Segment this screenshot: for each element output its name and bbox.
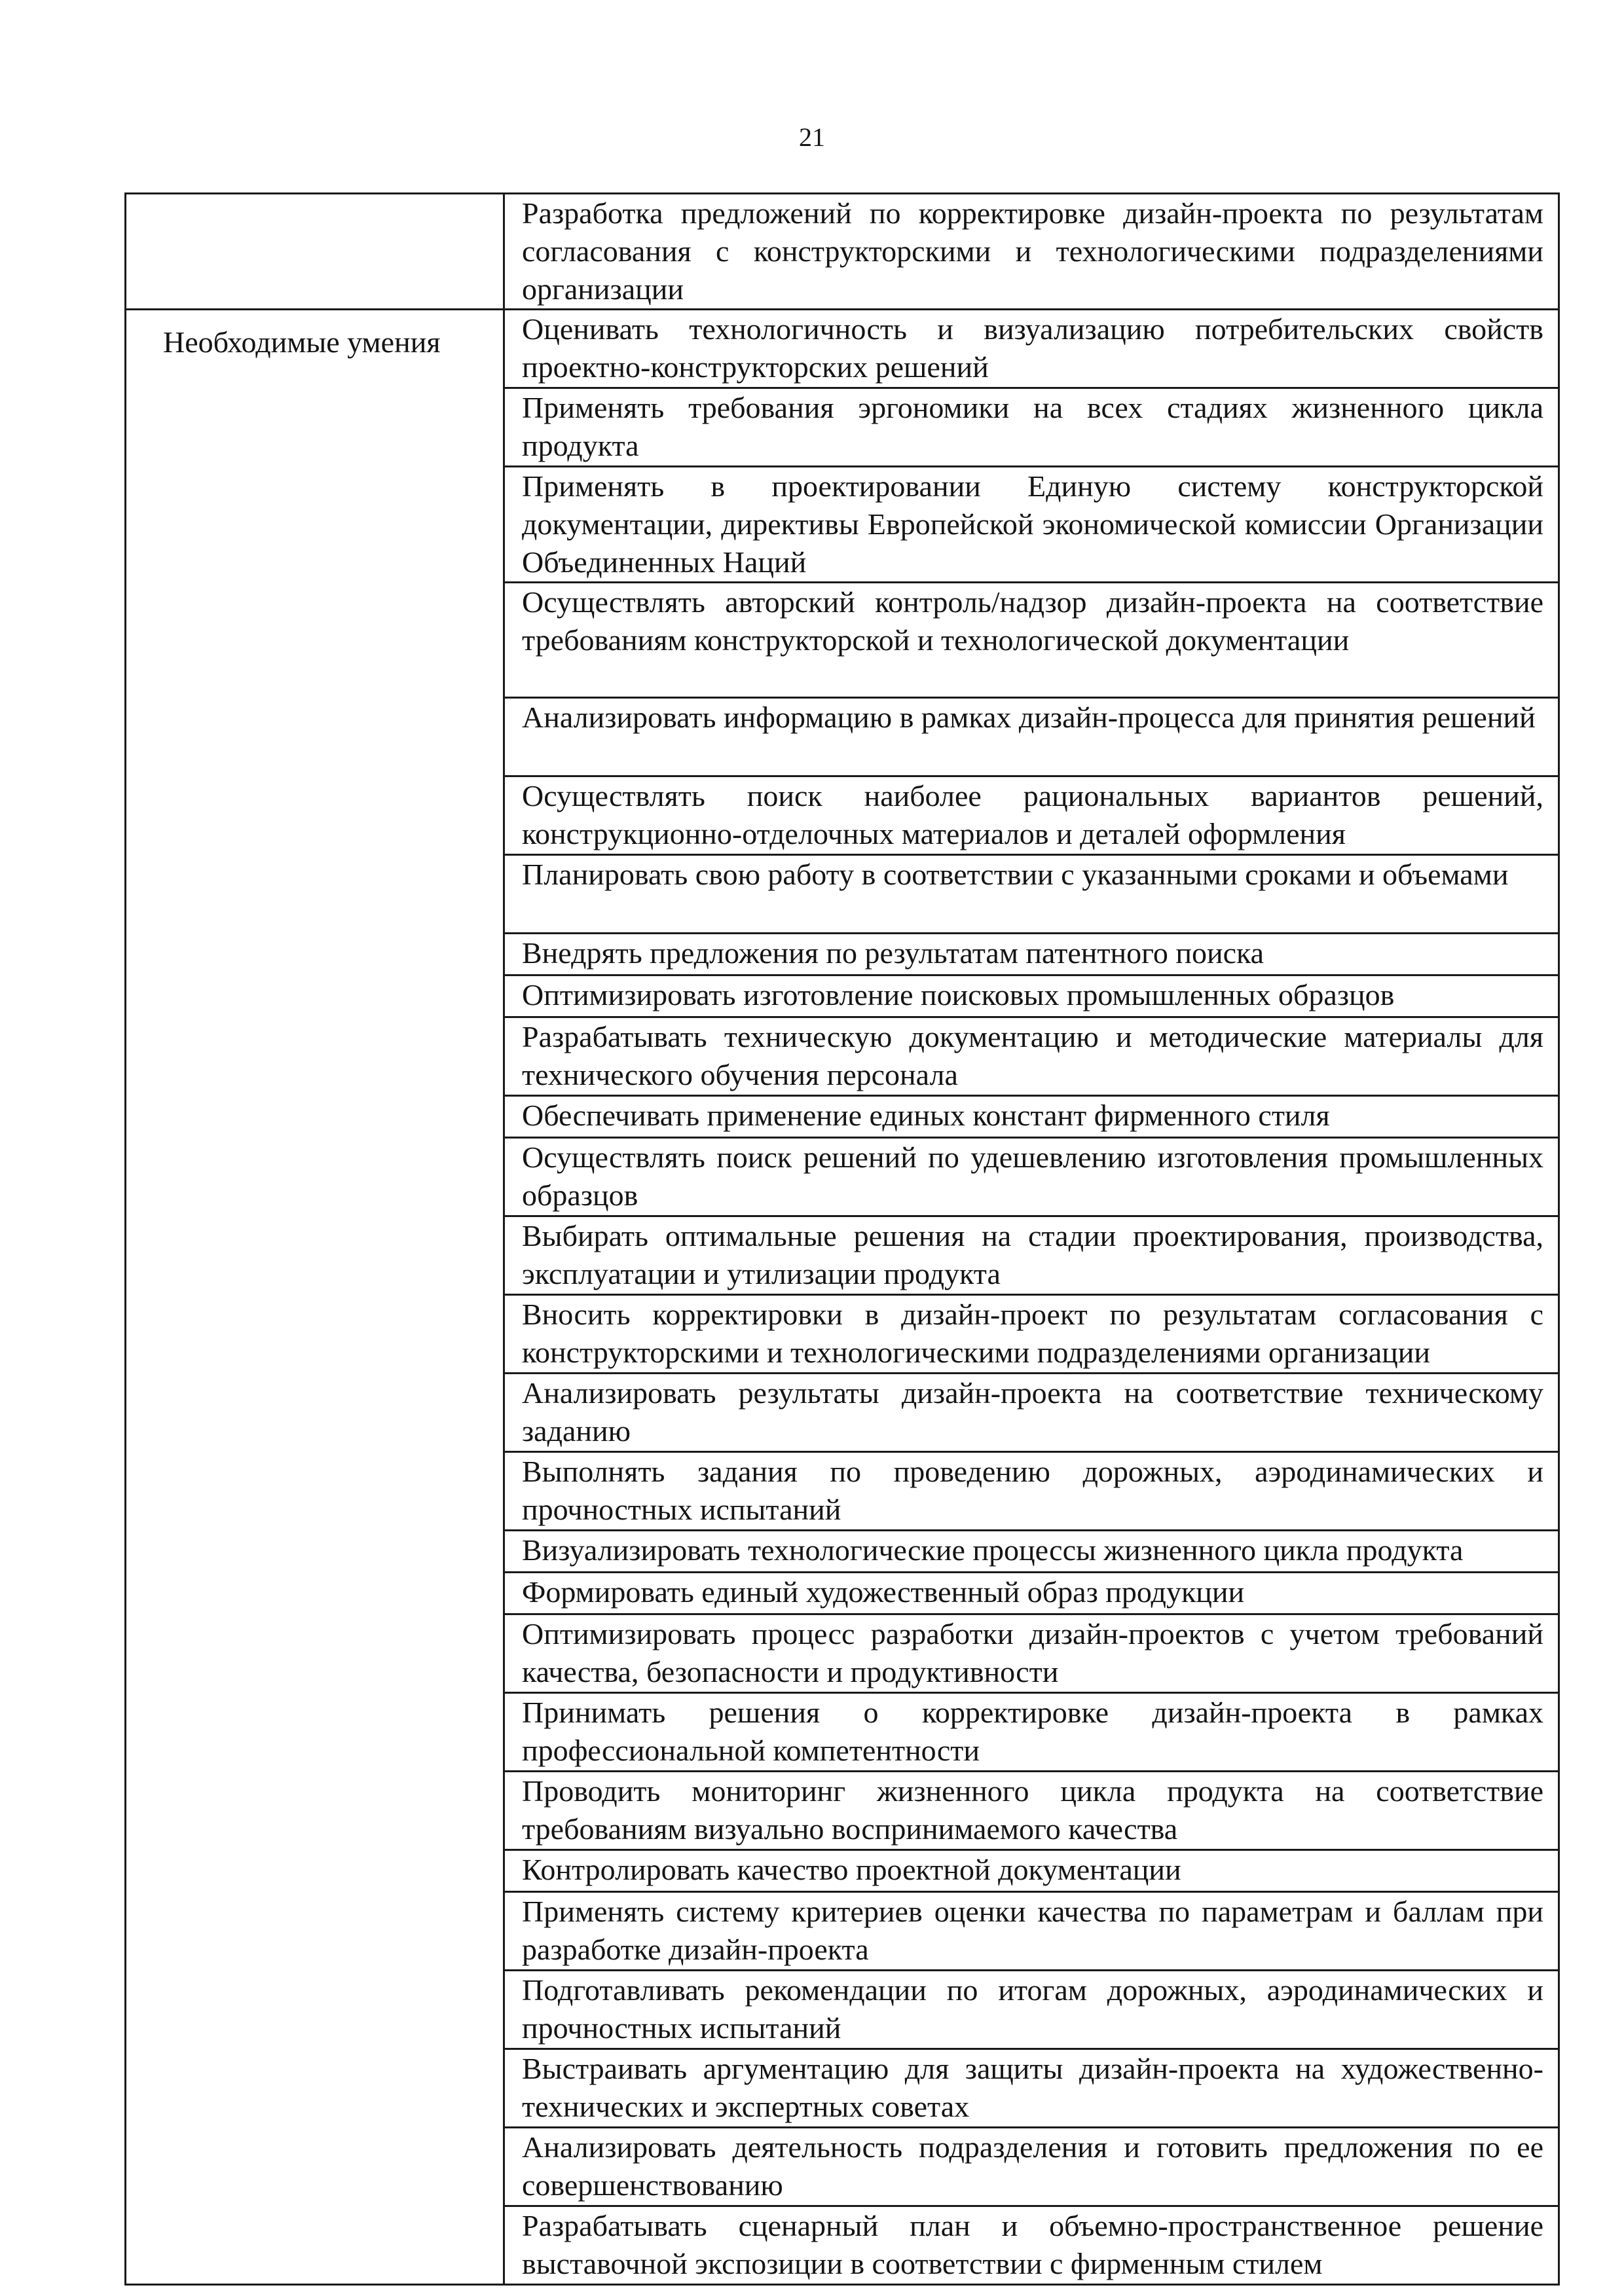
skill-text: Применять требования эргономики на всех стадиях жизненного цикла продукта [522,391,1543,462]
skill-cell [504,1295,1559,1374]
skill-text: Формировать единый художественный образ продукции [522,1575,1245,1609]
skill-cell [504,975,1559,1017]
skill-cell [504,1096,1559,1138]
skills-table-body [126,194,1559,2285]
skill-cell [504,310,1559,388]
skill-text: Принимать решения о корректировке дизайн-проекта в рамках профессиональной компетентности [522,1696,1543,1767]
skill-cell [504,2206,1559,2285]
skill-cell [504,467,1559,583]
skills-table [124,192,1560,2286]
skill-cell [504,2128,1559,2206]
skill-cell [504,1374,1559,1452]
skill-cell [504,1138,1559,1216]
skill-cell [504,1017,1559,1096]
skill-text: Разрабатывать техническую документацию и методические материалы для технического обучения персонала [522,1020,1543,1091]
continued-text: Разработка предложений по корректировке дизайн-проекта по результатам согласования с конструкторскими и технологическими подразделениями организации [522,196,1543,306]
skill-cell [504,583,1559,698]
skill-cell [504,2049,1559,2128]
skill-text: Выстраивать аргументацию для защиты дизайн-проекта на художественно-технических и экспертных советах [522,2052,1543,2123]
skill-cell [504,1772,1559,1850]
skill-cell [504,1693,1559,1772]
skill-text: Выполнять задания по проведению дорожных, аэродинамических и прочностных испытаний [522,1455,1543,1526]
skill-text: Проводить мониторинг жизненного цикла продукта на соответствие требованиям визуально воспринимаемого качества [522,1774,1543,1846]
skill-text: Анализировать информацию в рамках дизайн-процесса для принятия решений [522,701,1536,734]
skill-text: Анализировать результаты дизайн-проекта на соответствие техническому заданию [522,1376,1543,1448]
skill-text: Осуществлять поиск решений по удешевлению изготовления промышленных образцов [522,1140,1543,1212]
page-number: 21 [799,122,825,152]
section-label: Необходимые умения [126,310,504,2285]
skill-text: Выбирать оптимальные решения на стадии проектирования, производства, эксплуатации и утилизации продукта [522,1219,1543,1290]
skill-cell [504,1531,1559,1573]
continued-label-cell [126,194,504,310]
skill-text: Визуализировать технологические процессы жизненного цикла продукта [522,1533,1464,1567]
skill-text: Оптимизировать процесс разработки дизайн-проектов с учетом требований качества, безопасности и продуктивности [522,1617,1543,1688]
continued-text-cell [504,194,1559,310]
skill-text: Вносить корректировки в дизайн-проект по результатам согласования с конструкторскими и технологическими подразделениями организации [522,1298,1543,1369]
skill-text: Внедрять предложения по результатам патентного поиска [522,936,1264,970]
skill-text: Оптимизировать изготовление поисковых промышленных образцов [522,978,1395,1011]
skill-cell [504,388,1559,467]
table-row-continued [126,194,1559,310]
skill-cell [504,1892,1559,1971]
skill-cell [504,1614,1559,1693]
skill-text: Контролировать качество проектной документации [522,1853,1181,1886]
skill-text: Анализировать деятельность подразделения и готовить предложения по ее совершенствованию [522,2130,1543,2202]
skill-cell [504,776,1559,855]
skill-cell [504,1216,1559,1295]
skill-text: Применять в проектировании Единую систему конструкторской документации, директивы Европейской экономической комиссии Организации Объединенных Наций [522,469,1543,579]
skill-text: Планировать свою работу в соответствии с указанными сроками и объемами [522,858,1509,891]
skill-cell [504,855,1559,934]
skill-cell [504,1971,1559,2049]
skill-text: Применять систему критериев оценки качества по параметрам и баллам при разработке дизайн-проекта [522,1895,1543,1966]
skill-text: Разрабатывать сценарный план и объемно-пространственное решение выставочной экспозиции в соответствии с фирменным стилем [522,2209,1543,2280]
table-row [126,310,1559,388]
skill-cell [504,934,1559,975]
skill-cell [504,1850,1559,1892]
skill-text: Обеспечивать применение единых констант фирменного стиля [522,1099,1330,1132]
skill-cell [504,1452,1559,1531]
skill-text: Осуществлять поиск наиболее рациональных вариантов решений, конструкционно-отделочных материалов и деталей оформления [522,779,1543,850]
skill-cell [504,698,1559,776]
skill-text: Осуществлять авторский контроль/надзор дизайн-проекта на соответствие требованиям конструкторской и технологической документации [522,585,1543,657]
skill-text: Оценивать технологичность и визуализацию потребительских свойств проектно-конструкторских решений [522,312,1543,384]
skill-text: Подготавливать рекомендации по итогам дорожных, аэродинамических и прочностных испытаний [522,1973,1543,2045]
skill-cell [504,1573,1559,1614]
